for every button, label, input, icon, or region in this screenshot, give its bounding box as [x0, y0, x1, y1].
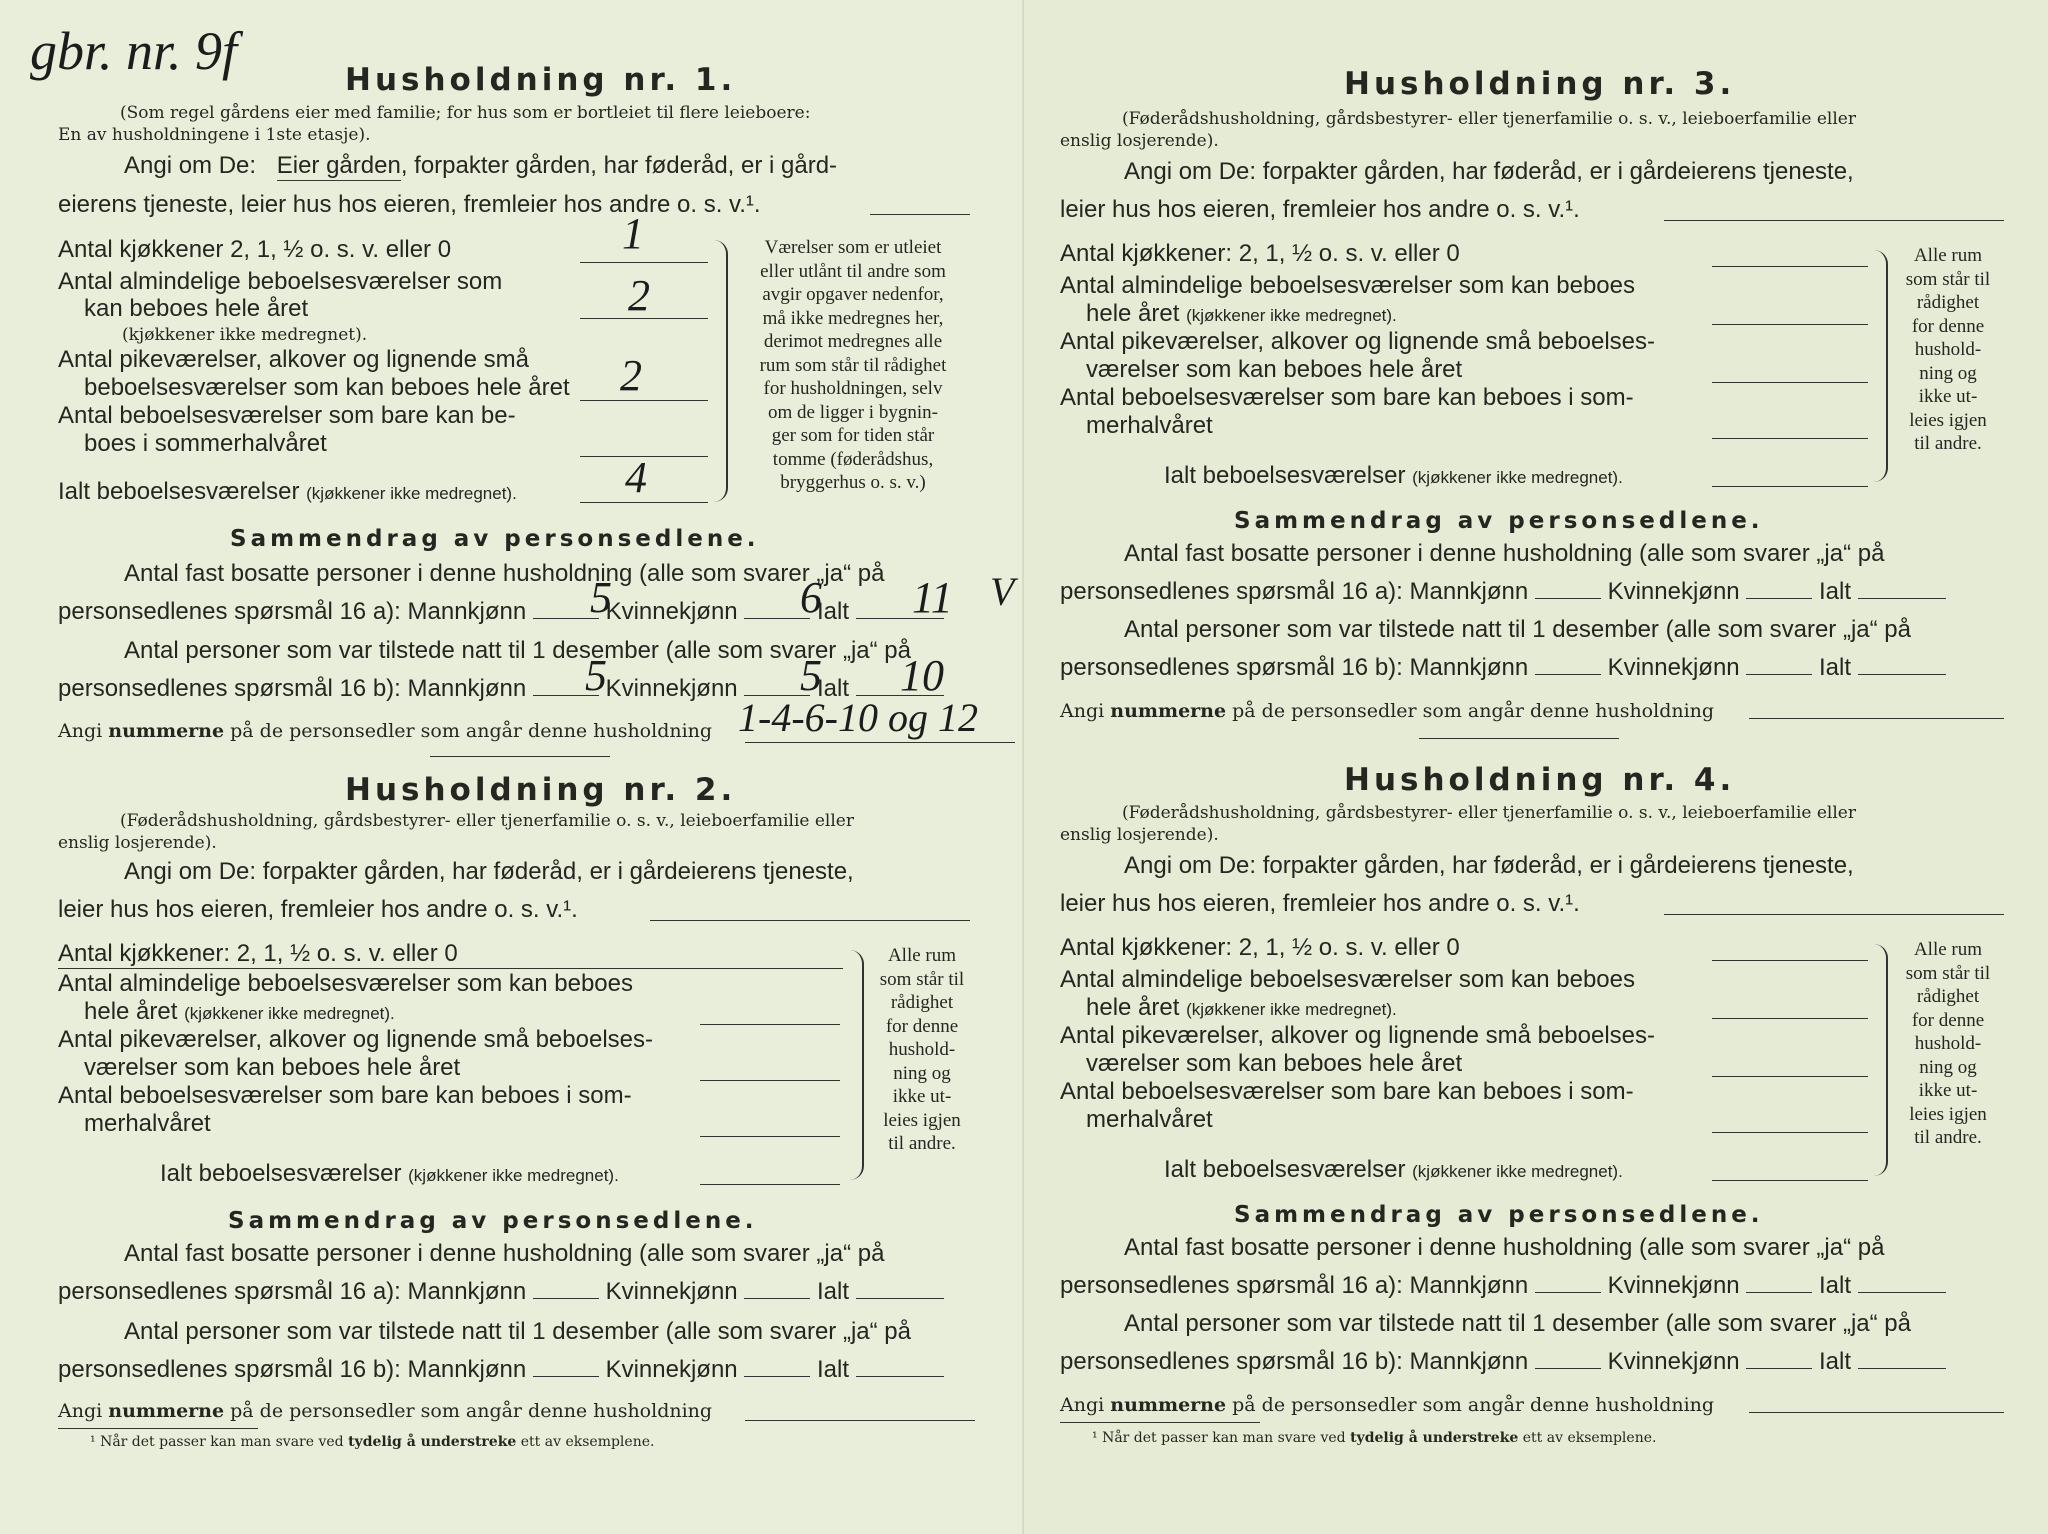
h1-tilst-kvinne-value: 5 [800, 651, 822, 700]
h4-beboelse-label-1: Antal almindelige beboelsesværelser som kan beboes [1060, 966, 1635, 993]
h2-ialt-row: Ialt beboelsesværelser (kjøkkener ikke medregnet). [160, 1160, 619, 1187]
h1-summary-title: Sammendrag av personsedlene. [230, 526, 760, 552]
h3-pike-label-2: værelser som kan beboes hele året [1086, 356, 1463, 383]
h2-tilst-line-1: Antal personer som var tilstede natt til 1 desember (alle som svarer „ja“ på [124, 1318, 911, 1345]
h4-sommer-label-2: merhalvåret [1086, 1106, 1213, 1133]
h2-angi-line-2: leier hus hos eieren, fremleier hos andre o. s. v.¹. [58, 896, 578, 923]
h1-tilst-line-1: Antal personer som var tilstede natt til 1 desember (alle som svarer „ja“ på [124, 637, 911, 664]
h1-angi-rest: , forpakter gården, har føderåd, er i gård- [400, 152, 838, 179]
h1-fast-line-2: personsedlenes spørsmål 16 a): Mannkjønn Kvinnekjønn Ialt [58, 598, 944, 626]
h1-sommer-label-2: boes i sommerhalvåret [84, 430, 327, 457]
h2-fast-line-2: personsedlenes spørsmål 16 a): Mannkjønn Kvinnekjønn Ialt [58, 1278, 944, 1306]
h3-sommer-label-2: merhalvåret [1086, 412, 1213, 439]
h3-beboelse-label-1: Antal almindelige beboelsesværelser som kan beboes [1060, 272, 1635, 299]
h3-pike-label-1: Antal pikeværelser, alkover og lignende små beboelses- [1060, 328, 1655, 355]
h1-pike-label-2: beboelsesværelser som kan beboes hele året [84, 374, 570, 401]
h4-side-note: Alle rum som står til rådighet for denne hushold- ning og ikke ut- leies igjen til andre. [1905, 939, 1991, 1148]
h3-tilst-line-2: personsedlenes spørsmål 16 b): Mannkjønn Kvinnekjønn Ialt [1060, 654, 1946, 682]
h2-subtitle-2: enslig losjerende). [58, 833, 217, 853]
h4-kjokken-label: Antal kjøkkener: 2, 1, ½ o. s. v. eller 0 [1060, 934, 1460, 961]
h4-sommer-label-1: Antal beboelsesværelser som bare kan beboes i som- [1060, 1078, 1634, 1105]
right-page [1024, 0, 2048, 1534]
h2-side-note: Alle rum som står til rådighet for denne hushold- ning og ikke ut- leies igjen til andre. [879, 945, 965, 1154]
h4-brace [1874, 944, 1888, 1176]
h2-summary-title: Sammendrag av personsedlene. [228, 1208, 758, 1234]
h4-fast-line-1: Antal fast bosatte personer i denne husholdning (alle som svarer „ja“ på [1124, 1234, 1885, 1261]
h2-footnote: ¹ Når det passer kan man svare ved tydelig å understreke ett av eksemplene. [90, 1434, 655, 1450]
h1-tilst-line-2: personsedlenes spørsmål 16 b): Mannkjønn Kvinnekjønn Ialt [58, 675, 944, 703]
h3-brace [1874, 250, 1888, 482]
h2-pike-label-1: Antal pikeværelser, alkover og lignende små beboelses- [58, 1026, 653, 1053]
h2-angi-line-1: Angi om De: forpakter gården, har føderåd, er i gårdeierens tjeneste, [124, 858, 854, 885]
h3-tilst-line-1: Antal personer som var tilstede natt til 1 desember (alle som svarer „ja“ på [1124, 616, 1911, 643]
h2-pike-label-2: værelser som kan beboes hele året [84, 1054, 461, 1081]
h1-ialt-value: 4 [625, 453, 647, 502]
h1-subtitle-1: (Som regel gårdens eier med familie; for hus som er bortleiet til flere leieboere: [120, 103, 811, 123]
h1-fast-kvinne-value: 6 [800, 573, 822, 622]
h1-ialt-label: Ialt beboelsesværelser [58, 478, 300, 505]
h1-nummer-row: Angi nummerne på de personsedler som angår denne husholdning [58, 720, 713, 742]
h2-nummer-row: Angi nummerne på de personsedler som angår denne husholdning [58, 1400, 713, 1422]
h1-tilst-mann-value: 5 [585, 651, 607, 700]
h3-angi-line-2: leier hus hos eieren, fremleier hos andre o. s. v.¹. [1060, 196, 1580, 223]
h3-side-note: Alle rum som står til rådighet for denne hushold- ning og ikke ut- leies igjen til andre. [1905, 245, 1991, 454]
h3-subtitle-1: (Føderådshusholdning, gårdsbestyrer- eller tjenerfamilie o. s. v., leieboerfamilie eller [1122, 109, 1856, 129]
h4-tilst-line-1: Antal personer som var tilstede natt til 1 desember (alle som svarer „ja“ på [1124, 1310, 1911, 1337]
h4-subtitle-2: enslig losjerende). [1060, 825, 1219, 845]
h4-pike-label-1: Antal pikeværelser, alkover og lignende små beboelses- [1060, 1022, 1655, 1049]
h3-nummer-row: Angi nummerne på de personsedler som angår denne husholdning [1060, 700, 1715, 722]
h2-fast-line-1: Antal fast bosatte personer i denne husholdning (alle som svarer „ja“ på [124, 1240, 885, 1267]
h1-pike-label-1: Antal pikeværelser, alkover og lignende små [58, 346, 529, 373]
h1-brace [714, 240, 728, 502]
h4-ialt-row: Ialt beboelsesværelser (kjøkkener ikke medregnet). [1164, 1156, 1623, 1183]
h1-fast-ialt-value: 11 [912, 573, 953, 622]
h3-fast-line-1: Antal fast bosatte personer i denne husholdning (alle som svarer „ja“ på [1124, 540, 1885, 567]
h2-subtitle-1: (Føderådshusholdning, gårdsbestyrer- eller tjenerfamilie o. s. v., leieboerfamilie eller [120, 811, 854, 831]
h1-ialt-row [58, 478, 517, 506]
h2-beboelse-label-1: Antal almindelige beboelsesværelser som kan beboes [58, 970, 633, 997]
h1-check-mark: V [990, 569, 1015, 614]
h1-beboelse-value: 2 [628, 271, 650, 320]
h1-tilst-ialt-value: 10 [900, 651, 944, 700]
h3-subtitle-2: enslig losjerende). [1060, 131, 1219, 151]
h3-ialt-row: Ialt beboelsesværelser (kjøkkener ikke medregnet). [1164, 462, 1623, 489]
h2-sommer-label-1: Antal beboelsesværelser som bare kan beboes i som- [58, 1082, 632, 1109]
h4-title: Husholdning nr. 4. [1344, 762, 1736, 798]
h4-fast-line-2: personsedlenes spørsmål 16 a): Mannkjønn Kvinnekjønn Ialt [1060, 1272, 1946, 1300]
h1-kjokken-label: Antal kjøkkener 2, 1, ½ o. s. v. eller 0 [58, 236, 452, 263]
h3-angi-line-1: Angi om De: forpakter gården, har føderåd, er i gårdeierens tjeneste, [1124, 158, 1854, 185]
h1-angi-label: Angi om De: [124, 152, 257, 179]
h3-kjokken-label: Antal kjøkkener: 2, 1, ½ o. s. v. eller 0 [1060, 240, 1460, 267]
h1-kjokken-value: 1 [622, 209, 644, 258]
h1-sommer-label-1: Antal beboelsesværelser som bare kan be- [58, 402, 516, 429]
h4-nummer-row: Angi nummerne på de personsedler som angår denne husholdning [1060, 1394, 1715, 1416]
h1-fast-line-1: Antal fast bosatte personer i denne husholdning (alle som svarer „ja“ på [124, 560, 885, 587]
h1-beboelse-label-2: kan beboes hele året [84, 295, 309, 322]
h1-angi-line-2: eierens tjeneste, leier hus hos eieren, fremleier hos andre o. s. v.¹. [58, 191, 761, 218]
h3-title: Husholdning nr. 3. [1344, 66, 1736, 102]
h1-ialt-note: (kjøkkener ikke medregnet). [306, 484, 517, 503]
h1-pike-value: 2 [620, 351, 642, 400]
h4-tilst-line-2: personsedlenes spørsmål 16 b): Mannkjønn Kvinnekjønn Ialt [1060, 1348, 1946, 1376]
h1-angi-answer-underlined: Eier gården [276, 152, 401, 179]
h1-angi-line-1 [124, 152, 837, 181]
h1-beboelse-label-3: (kjøkkener ikke medregnet). [122, 325, 368, 345]
h4-pike-label-2: værelser som kan beboes hele året [1086, 1050, 1463, 1077]
h2-tilst-line-2: personsedlenes spørsmål 16 b): Mannkjønn Kvinnekjønn Ialt [58, 1356, 944, 1384]
h1-beboelse-label-1: Antal almindelige beboelsesværelser som [58, 268, 503, 295]
h2-beboelse-label-2: hele året (kjøkkener ikke medregnet). [84, 998, 395, 1025]
h4-footnote: ¹ Når det passer kan man svare ved tydelig å understreke ett av eksemplene. [1092, 1430, 1657, 1446]
h3-sommer-label-1: Antal beboelsesværelser som bare kan beboes i som- [1060, 384, 1634, 411]
h4-angi-line-2: leier hus hos eieren, fremleier hos andre o. s. v.¹. [1060, 890, 1580, 917]
h3-summary-title: Sammendrag av personsedlene. [1234, 508, 1764, 534]
h3-beboelse-label-2: hele året (kjøkkener ikke medregnet). [1086, 300, 1397, 327]
h4-beboelse-label-2: hele året (kjøkkener ikke medregnet). [1086, 994, 1397, 1021]
h2-title: Husholdning nr. 2. [345, 772, 737, 808]
h1-subtitle-2: En av husholdningene i 1ste etasje). [58, 125, 371, 145]
h3-fast-line-2: personsedlenes spørsmål 16 a): Mannkjønn Kvinnekjønn Ialt [1060, 578, 1946, 606]
h1-title: Husholdning nr. 1. [345, 62, 737, 98]
h1-nummer-value: 1-4-6-10 og 12 [738, 695, 978, 740]
handwritten-header: gbr. nr. 9f [30, 21, 238, 81]
h1-fast-mann-value: 5 [590, 573, 612, 622]
h4-summary-title: Sammendrag av personsedlene. [1234, 1202, 1764, 1228]
h4-angi-line-1: Angi om De: forpakter gården, har føderåd, er i gårdeierens tjeneste, [1124, 852, 1854, 879]
h1-side-note: Værelser som er utleiet eller utlånt til andre som avgir opgaver nedenfor, må ikke medregnes her, derimot medregnes alle rum som står til rådighet for husholdningen, selv om de ligger i bygnin- ger som for tiden står tomme (føderådshus, bryggerhus o. s. v.) [759, 237, 947, 493]
h2-sommer-label-2: merhalvåret [84, 1110, 211, 1137]
h4-subtitle-1: (Føderådshusholdning, gårdsbestyrer- eller tjenerfamilie o. s. v., leieboerfamilie eller [1122, 803, 1856, 823]
h2-kjokken-label: Antal kjøkkener: 2, 1, ½ o. s. v. eller 0 [58, 940, 458, 967]
